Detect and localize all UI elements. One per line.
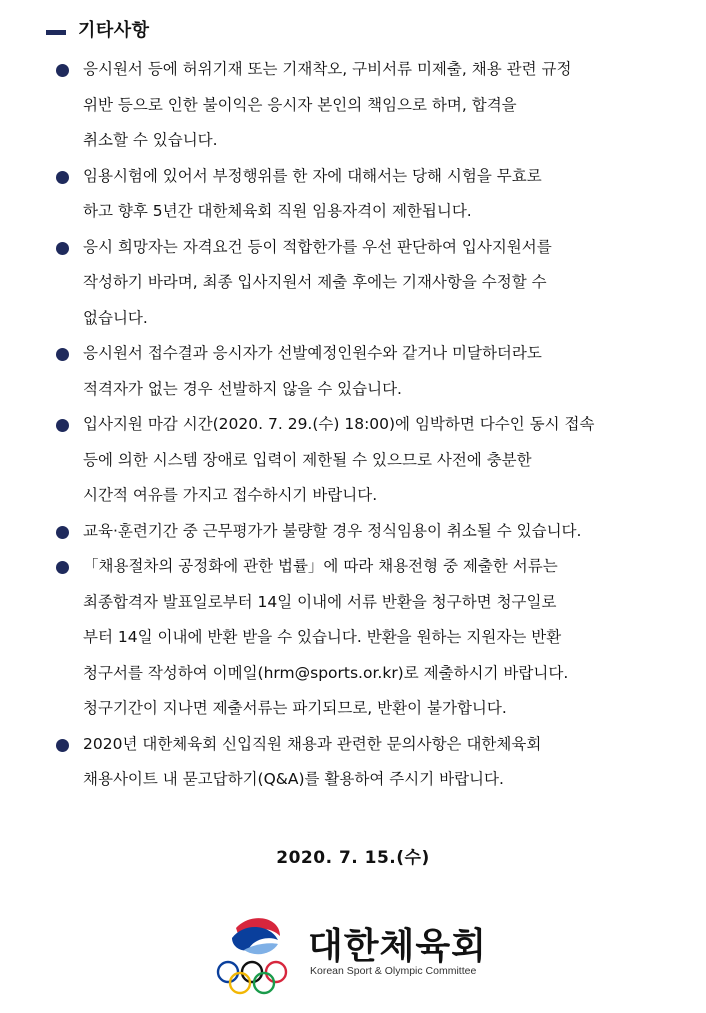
section-title: 기타사항 — [78, 20, 150, 41]
notice-item — [52, 549, 672, 727]
notice-text-line: 청구기간이 지나면 제출서류는 파기되므로, 반환이 불가합니다. — [83, 699, 507, 717]
bullet-icon — [56, 419, 69, 432]
bullet-icon — [56, 242, 69, 255]
bullet-icon — [56, 526, 69, 539]
logo-subtitle: Korean Sport & Olympic Committee — [310, 965, 477, 977]
notice-text-line: 하고 향후 5년간 대한체육회 직원 임용자격이 제한됩니다. — [83, 202, 472, 220]
bullet-icon — [56, 64, 69, 77]
notice-item — [52, 407, 672, 514]
notice-item — [52, 52, 672, 159]
bullet-icon — [56, 348, 69, 361]
notice-text-line: 입사지원 마감 시간(2020. 7. 29.(수) 18:00)에 임박하면 다수인 동시 접속 — [83, 415, 595, 433]
notice-item — [52, 727, 672, 798]
section-marker — [46, 30, 66, 35]
notice-item — [52, 159, 672, 230]
notice-text-line: 2020년 대한체육회 신입직원 채용과 관련한 문의사항은 대한체육회 — [83, 734, 542, 753]
taeguk-olympic-emblem-icon — [214, 910, 304, 998]
notice-text-line: 없습니다. — [83, 308, 148, 327]
bullet-icon — [56, 561, 69, 574]
notice-text-line: 취소할 수 있습니다. — [83, 131, 218, 149]
notice-list — [52, 52, 672, 798]
notice-text-line: 등에 의한 시스템 장애로 입력이 제한될 수 있으므로 사전에 충분한 — [83, 450, 532, 469]
notice-text-line: 응시 희망자는 자격요건 등이 적합한가를 우선 판단하여 입사지원서를 — [83, 237, 552, 256]
notice-item — [52, 336, 672, 407]
organization-logo — [214, 910, 504, 1000]
notice-text-line: 채용사이트 내 묻고답하기(Q&A)를 활용하여 주시기 바랍니다. — [83, 770, 504, 788]
notice-text-line: 부터 14일 이내에 반환 받을 수 있습니다. 반환을 원하는 지원자는 반환 — [83, 628, 562, 646]
notice-text-line: 「채용절차의 공정화에 관한 법률」에 따라 채용전형 중 제출한 서류는 — [83, 557, 558, 575]
notice-text-line: 작성하기 바라며, 최종 입사지원서 제출 후에는 기재사항을 수정할 수 — [83, 273, 547, 291]
logo-wordmark: 대한체육회 — [308, 926, 487, 967]
notice-text-line: 위반 등으로 인한 불이익은 응시자 본인의 책임으로 하며, 합격을 — [83, 95, 517, 114]
bullet-icon — [56, 171, 69, 184]
notice-text-line: 임용시험에 있어서 부정행위를 한 자에 대해서는 당해 시험을 무효로 — [83, 166, 542, 185]
notice-text-line: 응시원서 등에 허위기재 또는 기재착오, 구비서류 미제출, 채용 관련 규정 — [83, 60, 572, 78]
notice-text-line: 청구서를 작성하여 이메일(hrm@sports.or.kr)로 제출하시기 바랍니다. — [83, 663, 569, 682]
notice-text-line: 시간적 여유를 가지고 접수하시기 바랍니다. — [83, 486, 378, 504]
notice-text-line: 적격자가 없는 경우 선발하지 않을 수 있습니다. — [83, 379, 402, 398]
section-header — [46, 16, 150, 42]
notice-text-line: 최종합격자 발표일로부터 14일 이내에 서류 반환을 청구하면 청구일로 — [83, 592, 557, 611]
notice-item — [52, 230, 672, 337]
bullet-icon — [56, 739, 69, 752]
notice-text-line: 응시원서 접수결과 응시자가 선발예정인원수와 같거나 미달하더라도 — [83, 344, 542, 362]
document-date: 2020. 7. 15.(수) — [276, 848, 430, 868]
notice-text-line: 교육·훈련기간 중 근무평가가 불량할 경우 정식임용이 취소될 수 있습니다. — [83, 521, 582, 540]
notice-item — [52, 514, 672, 550]
